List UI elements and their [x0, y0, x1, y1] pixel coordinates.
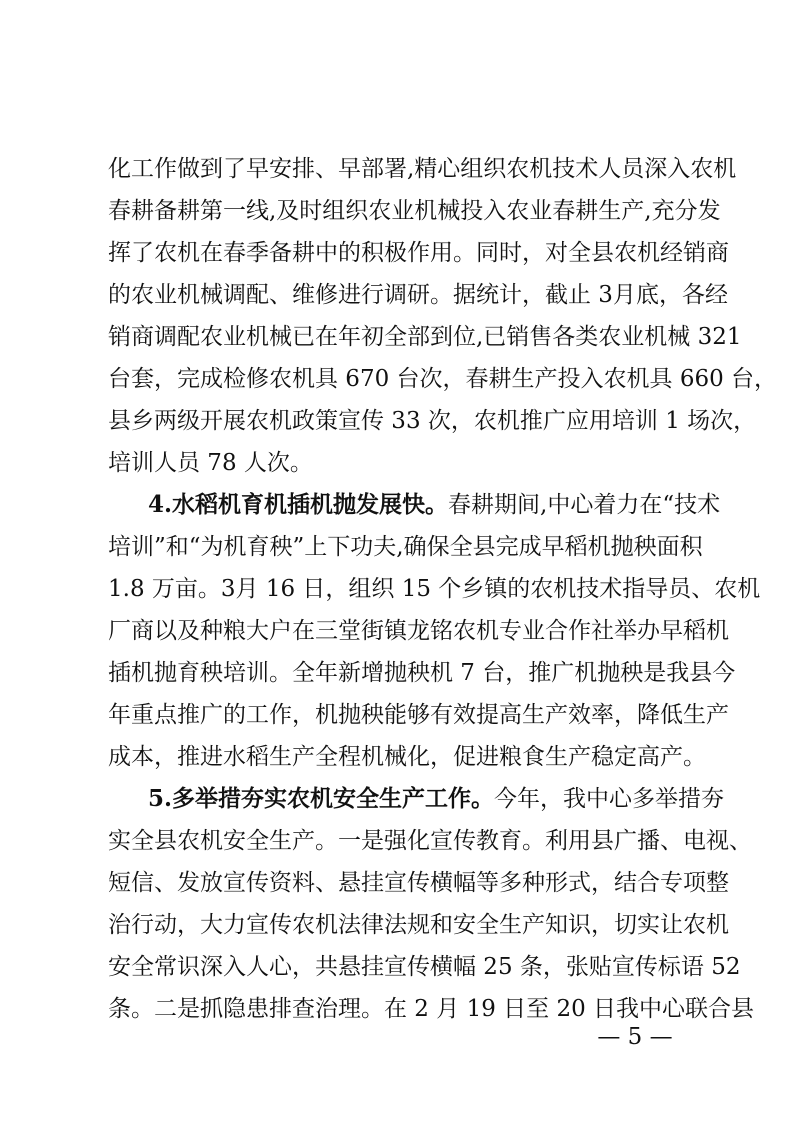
- paragraph-1-line-5: 销商调配农业机械已在年初全部到位,已销售各类农业机械 321: [108, 324, 742, 350]
- paragraph-4-line-7: 成本，推进水稻生产全程机械化，促进粮食生产稳定高产。: [108, 744, 706, 770]
- paragraph-5-first-line-text: 今年，我中心多举措夯: [494, 786, 725, 812]
- paragraph-1-line-8: 培训人员 78 人次。: [108, 450, 313, 476]
- paragraph-4-line-5: 插机抛育秧培训。全年新增抛秧机 7 台，推广机抛秧是我县今: [108, 660, 736, 686]
- paragraph-5-first-line: [148, 782, 725, 816]
- paragraph-4-line-6: 年重点推广的工作，机抛秧能够有效提高生产效率，降低生产: [108, 702, 729, 728]
- page-number: — 5 —: [597, 1024, 673, 1050]
- paragraph-4-first-line: [148, 488, 721, 522]
- paragraph-4-line-2: 培训”和“为机育秧”上下功夫,确保全县完成早稻机抛秧面积: [108, 534, 703, 560]
- paragraph-1-line-7: 县乡两级开展农机政策宣传 33 次，农机推广应用培训 1 场次，: [108, 408, 757, 434]
- paragraph-5-line-6: 条。二是抓隐患排查治理。在 2 月 19 日至 20 日我中心联合县: [108, 996, 755, 1022]
- paragraph-5-heading: 5.多举措夯实农机安全生产工作。: [148, 785, 495, 812]
- paragraph-4-heading: 4.水稻机育机插机抛发展快。: [148, 491, 449, 518]
- paragraph-1-line-6: 台套，完成检修农机具 670 台次，春耕生产投入农机具 660 台，: [108, 366, 778, 392]
- paragraph-4-line-3: 1.8 万亩。3月 16 日，组织 15 个乡镇的农机技术指导员、农机: [108, 576, 761, 602]
- paragraph-5-line-2: 实全县农机安全生产。一是强化宣传教育。利用县广播、电视、: [108, 828, 752, 854]
- paragraph-1-line-3: 挥了农机在春季备耕中的积极作用。同时，对全县农机经销商: [108, 240, 729, 266]
- paragraph-4-first-line-text: 春耕期间,中心着力在“技术: [448, 492, 721, 518]
- paragraph-1-line-4: 的农业机械调配、维修进行调研。据统计，截止 3月底，各经: [108, 282, 728, 308]
- paragraph-4-line-4: 厂商以及种粮大户在三堂街镇龙铭农机专业合作社举办早稻机: [108, 618, 729, 644]
- paragraph-5-line-3: 短信、发放宣传资料、悬挂宣传横幅等多种形式，结合专项整: [108, 870, 729, 896]
- paragraph-5-line-4: 治行动，大力宣传农机法律法规和安全生产知识，切实让农机: [108, 912, 729, 938]
- paragraph-5-line-5: 安全常识深入人心，共悬挂宣传横幅 25 条，张贴宣传标语 52: [108, 954, 741, 980]
- paragraph-1-line-1: 化工作做到了早安排、早部署,精心组织农机技术人员深入农机: [108, 156, 737, 182]
- paragraph-1-line-2: 春耕备耕第一线,及时组织农业机械投入农业春耕生产,充分发: [108, 198, 721, 224]
